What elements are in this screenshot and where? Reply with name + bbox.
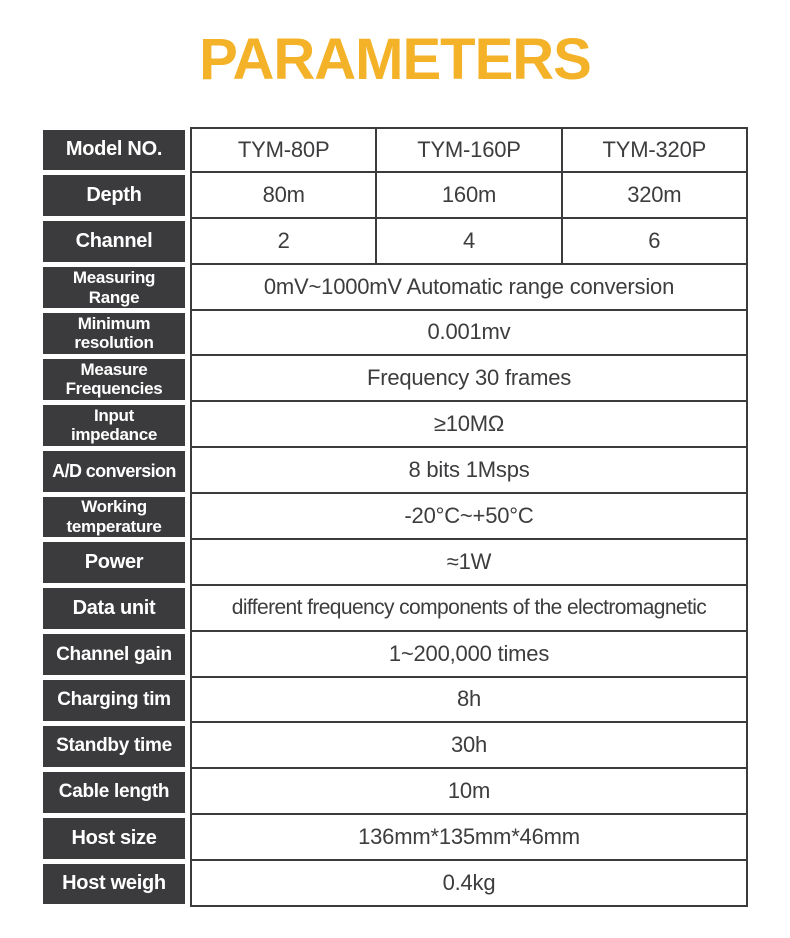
param-value: 0.001mv — [427, 319, 511, 345]
param-row-channel-gain — [43, 632, 748, 678]
param-row-data-unit — [43, 586, 748, 632]
param-value: ≥10MΩ — [433, 411, 505, 437]
param-value: TYM-160P — [375, 129, 560, 171]
param-value: 8h — [456, 686, 482, 712]
param-value: TYM-80P — [237, 136, 330, 162]
param-row-model — [43, 127, 748, 173]
param-row-host-size — [43, 815, 748, 861]
param-label: Channel gain — [43, 634, 185, 675]
param-label: Measuring Range — [43, 267, 185, 308]
param-value: 320m — [561, 173, 746, 217]
param-value: 0.4kg — [442, 869, 496, 895]
param-row-input-impedance — [43, 402, 748, 448]
param-label: Power — [43, 542, 185, 583]
param-label: Model NO. — [43, 130, 185, 171]
param-value: 30h — [450, 732, 488, 758]
param-label: A/D conversion — [43, 451, 185, 492]
param-label: Depth — [43, 175, 185, 216]
param-label: Host weigh — [43, 864, 185, 905]
param-value: 0mV~1000mV Automatic range conversion — [263, 273, 675, 299]
param-row-charging-time — [43, 678, 748, 724]
param-label: Host size — [43, 818, 185, 859]
param-row-standby-time — [43, 723, 748, 769]
param-value: 6 — [561, 219, 746, 263]
param-value: 80m — [262, 181, 305, 207]
param-value: 1~200,000 times — [388, 640, 550, 666]
param-row-power — [43, 540, 748, 586]
param-row-host-weight — [43, 861, 748, 907]
param-row-cable-length — [43, 769, 748, 815]
param-label: Channel — [43, 221, 185, 262]
param-label: Measure Frequencies — [43, 359, 185, 400]
param-row-working-temperature — [43, 494, 748, 540]
param-row-minimum-resolution — [43, 311, 748, 357]
param-row-ad-conversion — [43, 448, 748, 494]
param-value: 136mm*135mm*46mm — [358, 824, 580, 850]
page-title: PARAMETERS — [199, 27, 591, 92]
param-label: Minimum resolution — [43, 313, 185, 354]
param-label: Working temperature — [43, 497, 185, 538]
param-value: -20°C~+50°C — [404, 502, 534, 528]
param-value: TYM-320P — [561, 129, 746, 171]
param-value: ≈1W — [446, 548, 492, 574]
param-row-measuring-range — [43, 265, 748, 311]
param-value: 10m — [447, 778, 491, 804]
parameters-table — [43, 127, 748, 907]
param-row-depth — [43, 173, 748, 219]
param-value: 4 — [375, 219, 560, 263]
param-label: Data unit — [43, 588, 185, 629]
param-label: Standby time — [43, 726, 185, 767]
param-row-channel — [43, 219, 748, 265]
param-row-measure-frequencies — [43, 356, 748, 402]
param-label: Charging tim — [43, 680, 185, 721]
param-label: Cable length — [43, 772, 185, 813]
param-value: different frequency components of the electromagnetic — [231, 595, 707, 619]
param-value: 8 bits 1Msps — [408, 457, 530, 483]
param-value: 2 — [277, 227, 290, 253]
param-value: 160m — [375, 173, 560, 217]
param-value: Frequency 30 frames — [366, 365, 572, 391]
param-label: Input impedance — [43, 405, 185, 446]
